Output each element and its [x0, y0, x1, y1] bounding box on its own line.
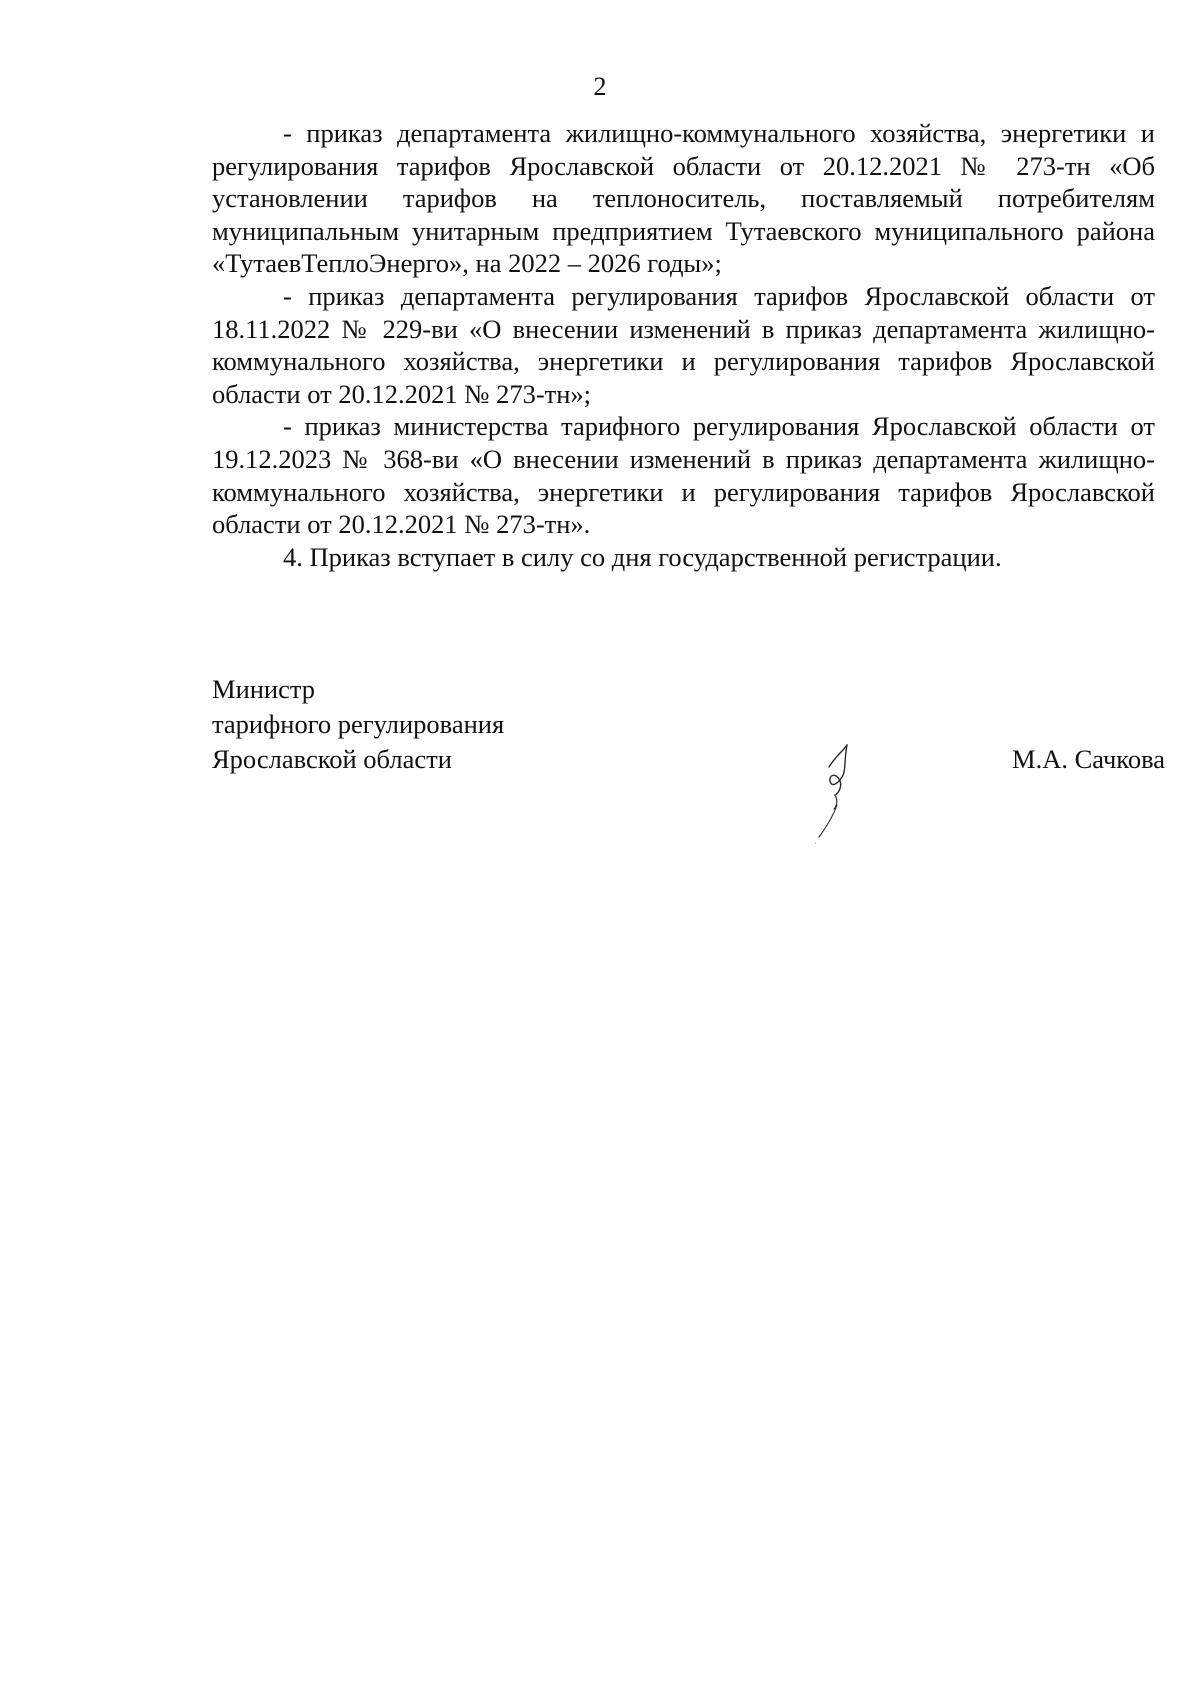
signatory-position-line: Министр: [212, 674, 316, 704]
signatory-position: [212, 672, 504, 777]
page-number: 2: [593, 72, 607, 101]
paragraph-order-368-vi: - приказ министерства тарифного регулирования Ярославской области от 19.12.2023 № 368-ви «О внесении изменений в приказ департамента жилищно-коммунального хозяйства, энергетики и регулирования тарифов Ярославской области от 20.12.2021 № 273-тн».: [212, 411, 1155, 540]
signatory-position-line: тарифного регулирования: [212, 709, 505, 739]
paragraph-order-229-vi: - приказ департамента регулирования тарифов Ярославской области от 18.11.2022 № 229-ви «О внесении изменений в приказ департамента жилищно-коммунального хозяйства, энергетики и регулирования тарифов Ярославской области от 20.12.2021 № 273-тн»;: [212, 280, 1155, 409]
document-body: [212, 117, 1155, 573]
paragraph-effective-date: 4. Приказ вступает в силу со дня государственной регистрации.: [283, 541, 1002, 572]
signatory-name: М.А. Сачкова: [1012, 744, 1165, 774]
paragraph-order-273-tn: - приказ департамента жилищно-коммунального хозяйства, энергетики и регулирования тарифов Ярославской области от 20.12.2021 № 273-тн «Об установлении тарифов на теплоноситель, поставляемый потребителям муниципальным унитарным предприятием Тутаевского муниципального района «ТутаевТеплоЭнерго», на 2022 – 2026 годы»;: [212, 118, 1155, 279]
signatory-position-line: Ярославской области: [212, 744, 452, 774]
handwritten-signature: [815, 705, 925, 855]
